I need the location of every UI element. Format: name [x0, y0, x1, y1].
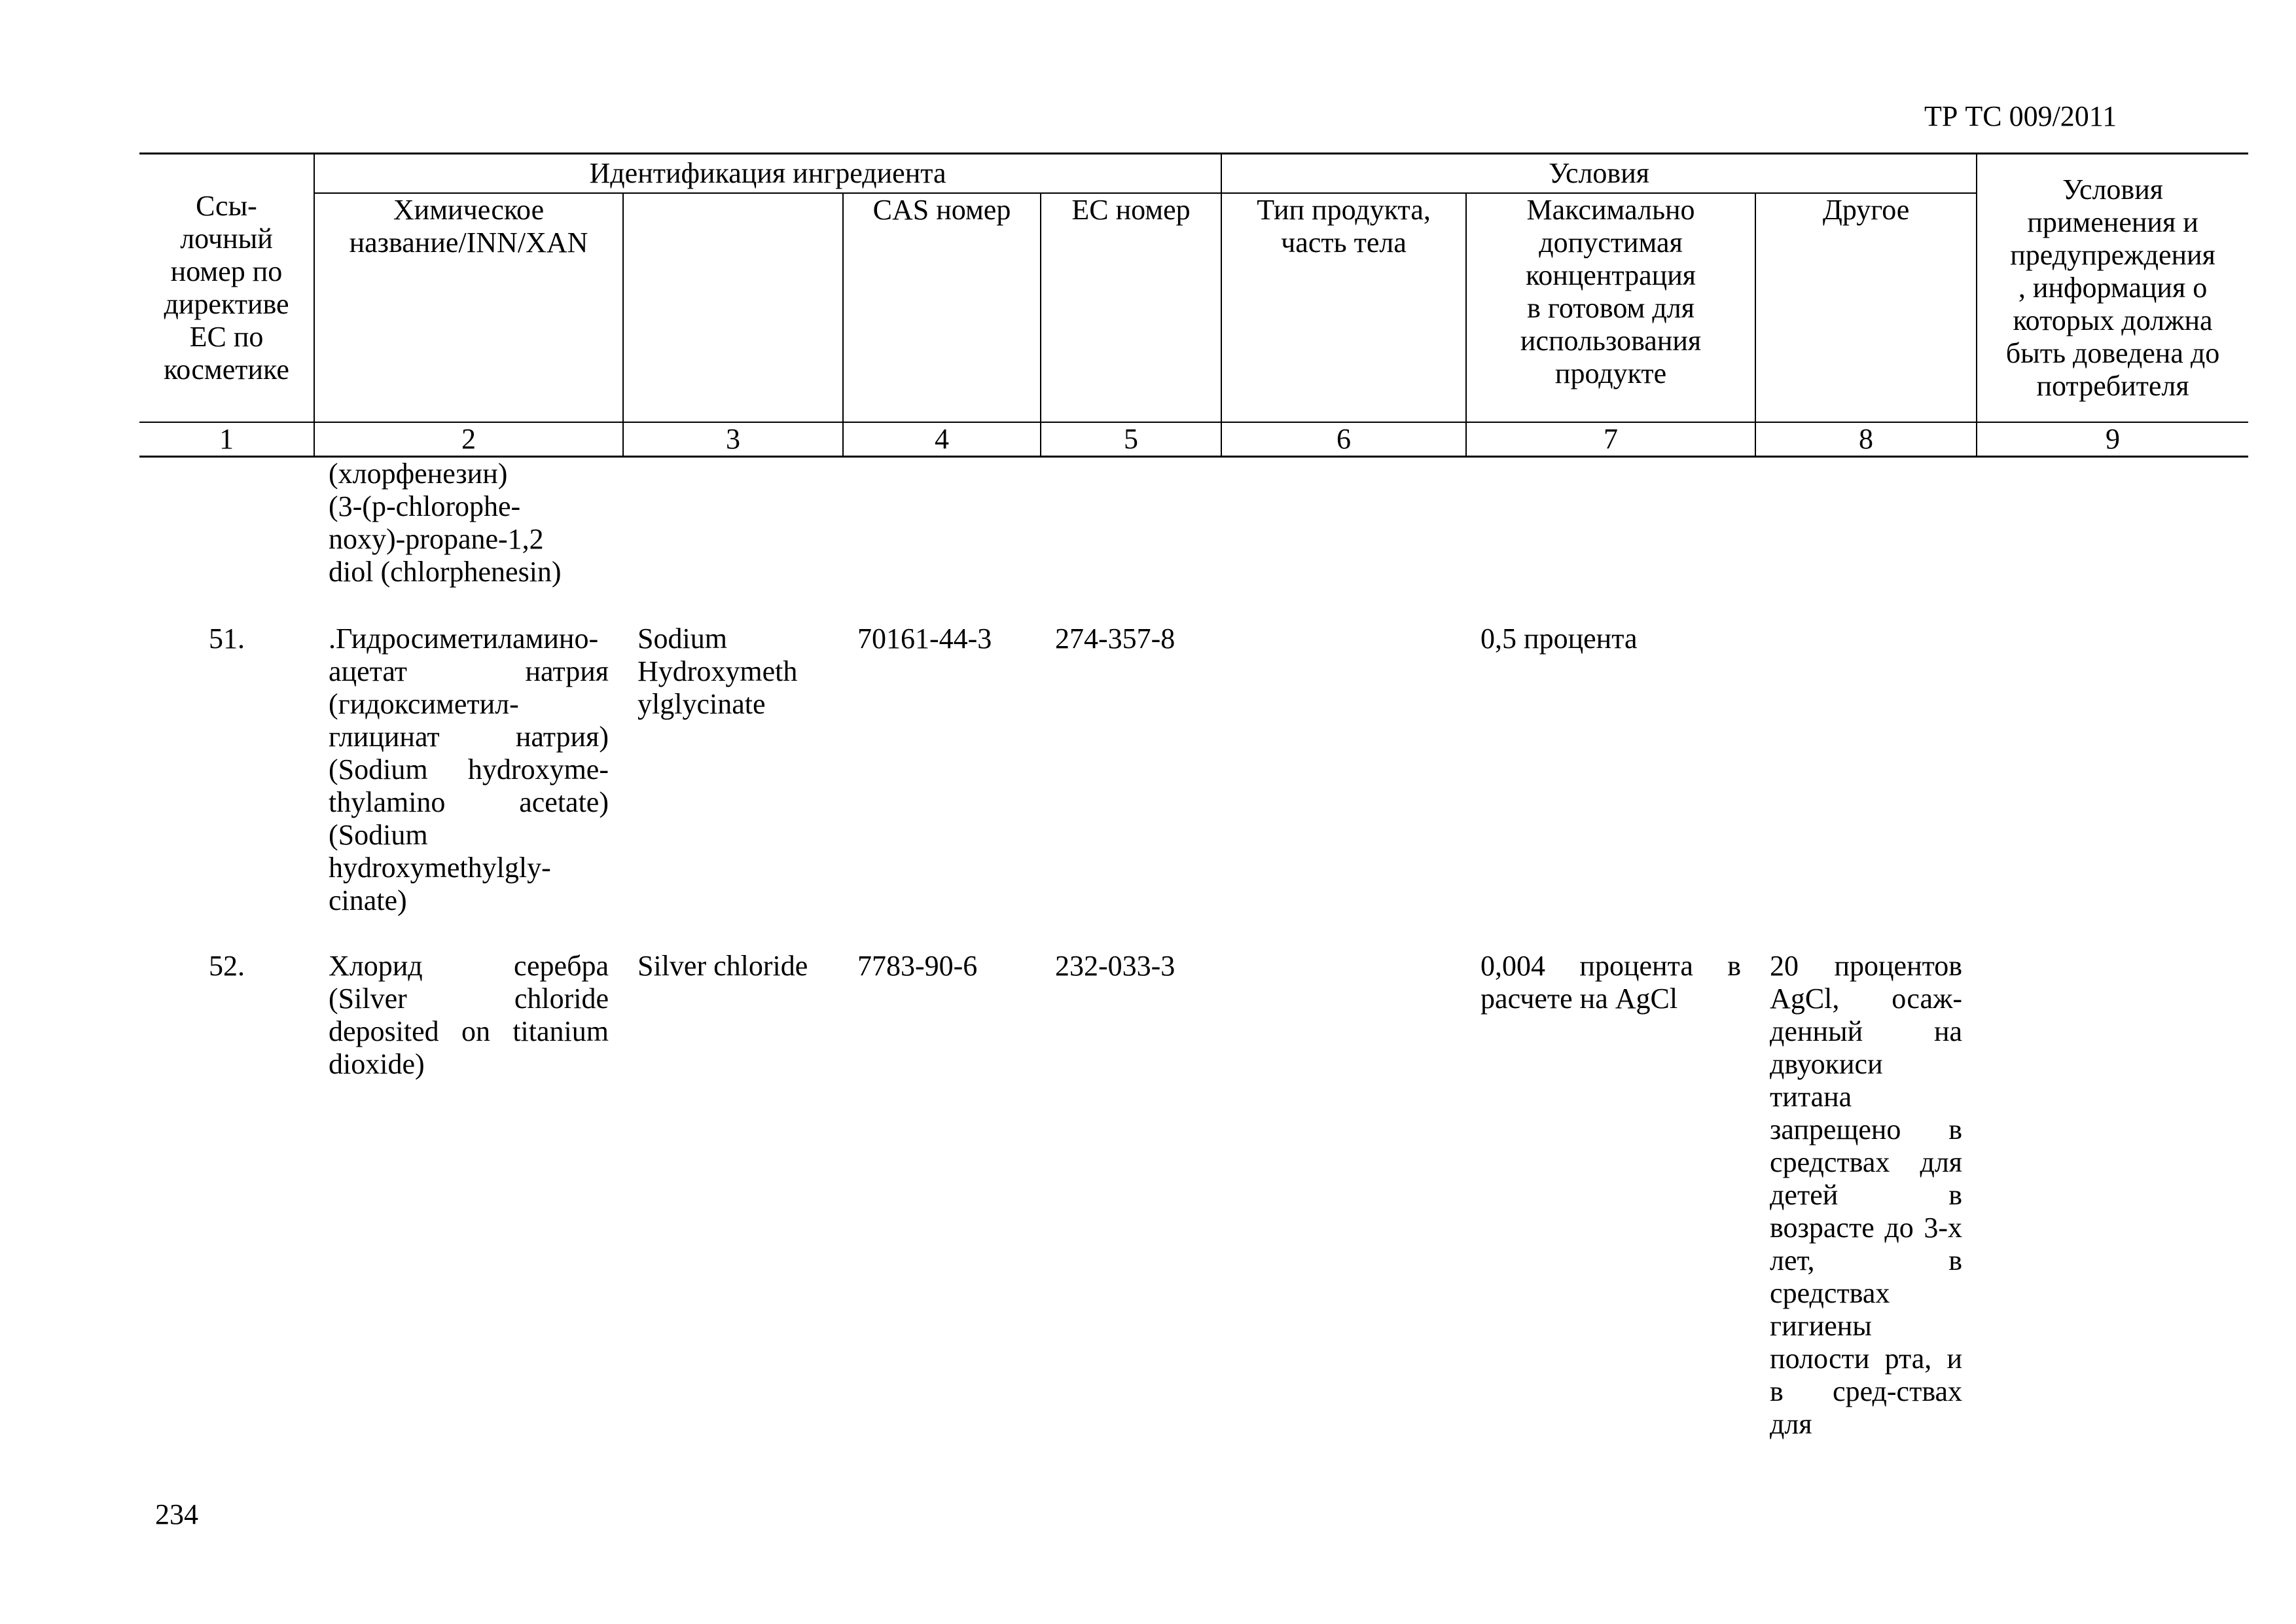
header-ref-number: Ссы- лочный номер по директиве ЕС по косметике [139, 154, 314, 423]
warnings [1977, 623, 2248, 950]
page-number: 234 [155, 1498, 198, 1530]
table-row [139, 457, 2248, 623]
header-col3 [623, 193, 843, 422]
header-ec-number: ЕС номер [1041, 193, 1221, 422]
product-type [1221, 950, 1466, 1460]
product-type [1221, 623, 1466, 950]
continuation-chemical-name: (хлорфенезин) (3-(p-chlorophe- noxy)-propane-1,2 diol (chlorphenesin) [329, 458, 562, 588]
document-code: ТР ТС 009/2011 [1924, 100, 2117, 132]
chemical-name: Хлорид серебра (Silver chloride deposited on titanium dioxide) [329, 950, 609, 1080]
ref-number: 51. [209, 623, 245, 655]
warnings [1977, 950, 2248, 1460]
other-conditions: 20 процентов AgCl, осаж-денный на двуокиси титана запрещено в средствах для детей в возрасте до 3-х лет, в средствах гигиены полости рта, и в сред-ствах для [1770, 950, 1963, 1440]
column-number: 7 [1466, 422, 1755, 457]
column-number: 2 [314, 422, 623, 457]
max-concentration: 0,5 процента [1480, 623, 1638, 655]
table-row [139, 623, 2248, 950]
header-max-concentration: Максимально допустимая концентрация в готовом для использования продукте [1466, 193, 1755, 422]
ref-number: 52. [209, 950, 245, 982]
header-group-identification: Идентификация ингредиента [314, 154, 1221, 194]
ec-number: 232-033-3 [1055, 950, 1175, 982]
header-cas-number: CAS номер [843, 193, 1041, 422]
cas-number: 70161-44-3 [857, 623, 992, 655]
header-other: Другое [1755, 193, 1977, 422]
ingredients-table [139, 153, 2248, 1460]
chemical-name: .Гидросиметиламино-ацетат натрия (гидоксиметил-глицинат натрия) (Sodium hydroxyme-thylamino acetate) (Sodium hydroxymethylgly-cinate) [329, 623, 609, 916]
cas-number: 7783-90-6 [857, 950, 978, 982]
column-number: 6 [1221, 422, 1466, 457]
table-row [139, 950, 2248, 1460]
inci-name: Sodium Hydroxymeth ylglycinate [637, 623, 798, 720]
column-number: 8 [1755, 422, 1977, 457]
column-number: 4 [843, 422, 1041, 457]
column-number: 9 [1977, 422, 2248, 457]
header-chemical-name: Химическое название/INN/XAN [314, 193, 623, 422]
column-number: 3 [623, 422, 843, 457]
max-concentration: 0,004 процента в расчете на AgCl [1480, 950, 1742, 1015]
column-number: 1 [139, 422, 314, 457]
inci-name: Silver chloride [637, 950, 808, 982]
header-product-type: Тип продукта, часть тела [1221, 193, 1466, 422]
other-conditions [1755, 623, 1977, 950]
column-number: 5 [1041, 422, 1221, 457]
header-group-conditions: Условия [1221, 154, 1977, 194]
header-warnings: Условия применения и предупреждения , информация о которых должна быть доведена до потребителя [1977, 154, 2248, 423]
ec-number: 274-357-8 [1055, 623, 1175, 655]
